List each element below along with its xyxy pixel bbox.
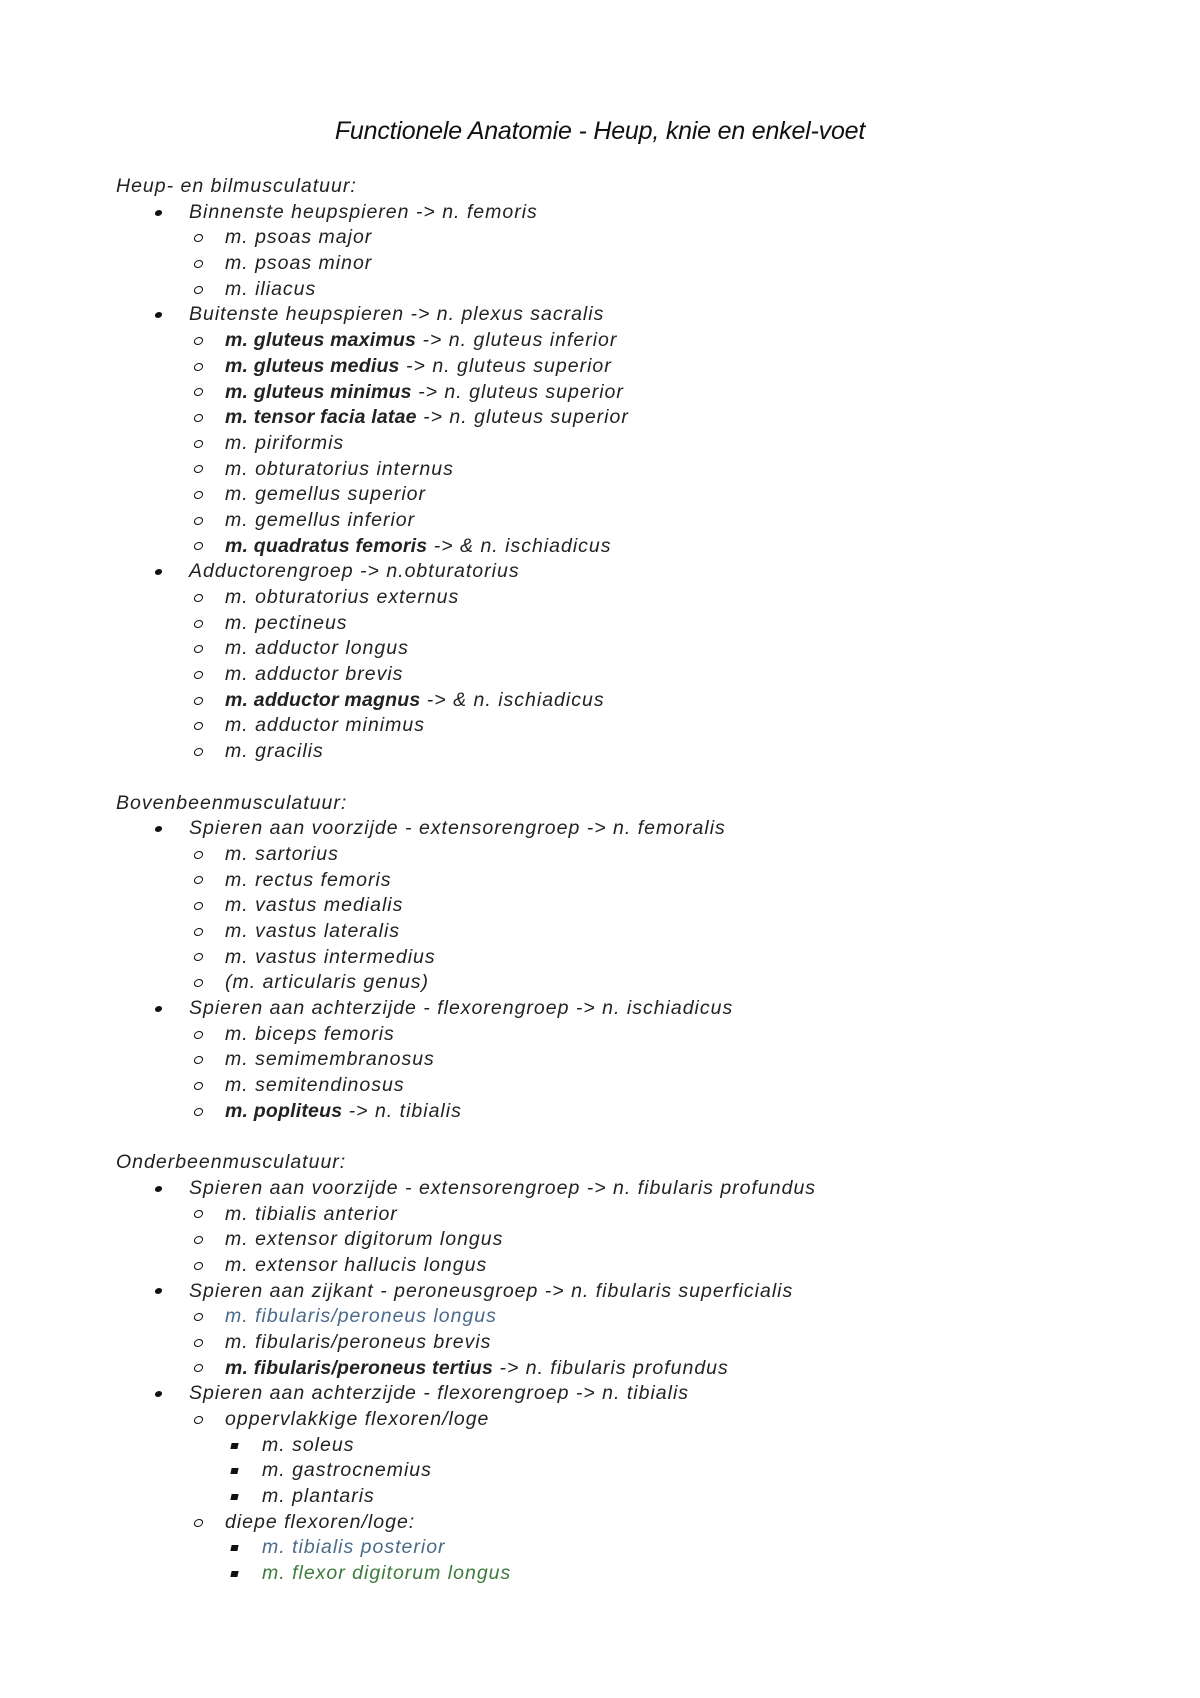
list-item xyxy=(116,611,1156,637)
list-item xyxy=(116,1304,1156,1330)
bullet-circle-shape xyxy=(193,1313,204,1321)
list-item xyxy=(116,431,1156,457)
bullet-circle xyxy=(194,945,203,971)
list-item-text: -> n. gluteus superior xyxy=(411,380,624,403)
bullet-circle xyxy=(194,354,203,380)
bullet-circle xyxy=(194,842,203,868)
list-item-text: m. tibialis posterior xyxy=(262,1536,446,1559)
bullet-circle xyxy=(194,893,203,919)
group-item xyxy=(116,200,1156,226)
muscle-name-bold: m. tensor facia latae xyxy=(225,406,417,429)
section-heading: Bovenbeenmusculatuur: xyxy=(116,791,348,814)
section-heading: Onderbeenmusculatuur: xyxy=(116,1151,347,1174)
bullet-square xyxy=(231,1433,238,1459)
list-item-text: Binnenste heupspieren -> n. femoris xyxy=(189,200,538,223)
bullet-circle-shape xyxy=(193,1262,204,1270)
list-item-text: m. tibialis anterior xyxy=(225,1202,398,1225)
list-item-text: m. fibularis/peroneus brevis xyxy=(225,1330,492,1353)
list-item-text: m. gastrocnemius xyxy=(262,1459,432,1482)
bullet-circle-shape xyxy=(193,388,204,396)
list-item xyxy=(116,945,1156,971)
list-item-text: m. vastus medialis xyxy=(225,894,404,917)
section-spacer xyxy=(116,765,1156,791)
list-item xyxy=(116,970,1156,996)
bullet-circle-shape xyxy=(193,902,204,910)
bullet-disc xyxy=(155,200,162,226)
list-item xyxy=(116,1099,1156,1125)
bullet-square xyxy=(231,1561,238,1587)
list-item-text: Spieren aan achterzijde - flexorengroep -> n. tibialis xyxy=(189,1382,690,1405)
bullet-circle-shape xyxy=(193,748,204,756)
bullet-disc xyxy=(155,1176,162,1202)
bullet-circle xyxy=(194,508,203,534)
bullet-disc-shape xyxy=(154,1186,162,1192)
bullet-circle-shape xyxy=(193,260,204,268)
bullet-square-shape xyxy=(230,1443,238,1449)
muscle-name-bold: m. gluteus medius xyxy=(225,354,400,377)
bullet-circle xyxy=(194,585,203,611)
bullet-circle-shape xyxy=(193,851,204,859)
bullet-disc-shape xyxy=(154,826,162,832)
list-item xyxy=(116,225,1156,251)
bullet-circle xyxy=(194,688,203,714)
bullet-square xyxy=(231,1458,238,1484)
bullet-circle xyxy=(194,1073,203,1099)
bullet-circle xyxy=(194,328,203,354)
list-item-text: -> n. gluteus superior xyxy=(399,354,612,377)
list-item xyxy=(116,713,1156,739)
bullet-circle-shape xyxy=(193,414,204,422)
bullet-circle xyxy=(194,1227,203,1253)
list-item xyxy=(116,868,1156,894)
list-item xyxy=(116,482,1156,508)
section-list xyxy=(116,200,1156,765)
list-item-text: (m. articularis genus) xyxy=(225,971,430,994)
bullet-circle xyxy=(194,1304,203,1330)
bullet-circle xyxy=(194,662,203,688)
list-item-text: m. sartorius xyxy=(225,842,339,865)
bullet-circle xyxy=(194,739,203,765)
list-item xyxy=(116,1510,1156,1536)
bullet-circle-shape xyxy=(193,1364,204,1372)
list-item xyxy=(116,1073,1156,1099)
bullet-circle xyxy=(194,380,203,406)
group-item xyxy=(116,816,1156,842)
section-heading: Heup- en bilmusculatuur: xyxy=(116,175,357,197)
bullet-circle xyxy=(194,1356,203,1382)
list-item xyxy=(116,662,1156,688)
bullet-circle xyxy=(194,1330,203,1356)
bullet-circle xyxy=(194,1047,203,1073)
list-item-text: diepe flexoren/loge: xyxy=(225,1510,416,1533)
bullet-circle xyxy=(194,919,203,945)
bullet-circle-shape xyxy=(193,234,204,242)
sub-list-item xyxy=(116,1484,1156,1510)
bullet-circle xyxy=(194,1099,203,1125)
bullet-circle-shape xyxy=(193,465,204,473)
list-item-text: -> & n. ischiadicus xyxy=(420,688,605,711)
list-item-text: m. obturatorius externus xyxy=(225,586,460,608)
group-item xyxy=(116,1176,1156,1202)
bullet-circle xyxy=(194,1022,203,1048)
list-item-text: m. obturatorius internus xyxy=(225,457,454,480)
bullet-square-shape xyxy=(230,1571,238,1577)
bullet-disc xyxy=(155,302,162,328)
list-item-text: m. semitendinosus xyxy=(225,1074,405,1097)
bullet-circle-shape xyxy=(193,440,204,448)
list-item xyxy=(116,1202,1156,1228)
group-item xyxy=(116,302,1156,328)
bullet-disc xyxy=(155,996,162,1022)
list-item xyxy=(116,1330,1156,1356)
bullet-circle xyxy=(194,225,203,251)
bullet-disc xyxy=(155,1381,162,1407)
list-item-text: m. semimembranosus xyxy=(225,1048,435,1071)
bullet-circle-shape xyxy=(193,363,204,371)
bullet-circle xyxy=(194,251,203,277)
list-item-text: m. adductor minimus xyxy=(225,714,425,737)
muscle-name-bold: m. quadratus femoris xyxy=(225,534,428,557)
list-item-text: m. gemellus superior xyxy=(225,483,426,506)
bullet-disc xyxy=(155,816,162,842)
list-item-text: Buitenste heupspieren -> n. plexus sacralis xyxy=(189,303,605,326)
list-item-text: -> & n. ischiadicus xyxy=(427,534,612,557)
bullet-circle-shape xyxy=(193,286,204,294)
list-item-text: m. soleus xyxy=(262,1433,355,1456)
list-item-text: m. vastus lateralis xyxy=(225,919,401,942)
list-item xyxy=(116,251,1156,277)
bullet-circle-shape xyxy=(193,594,204,602)
bullet-circle xyxy=(194,1202,203,1228)
sub-list-item xyxy=(116,1433,1156,1459)
list-item-text: m. psoas major xyxy=(225,226,373,249)
group-item xyxy=(116,559,1156,585)
bullet-circle xyxy=(194,277,203,303)
bullet-circle-shape xyxy=(193,620,204,628)
list-item-text: m. adductor brevis xyxy=(225,663,404,686)
list-item xyxy=(116,354,1156,380)
list-item-text: m. gracilis xyxy=(225,740,324,763)
document-body xyxy=(116,174,1156,1587)
section-spacer xyxy=(116,1124,1156,1150)
group-item xyxy=(116,996,1156,1022)
list-item xyxy=(116,1407,1156,1433)
bullet-disc xyxy=(155,559,162,585)
bullet-circle xyxy=(194,405,203,431)
bullet-circle xyxy=(194,611,203,637)
bullet-circle-shape xyxy=(193,1236,204,1244)
bullet-circle xyxy=(194,534,203,560)
list-item-text: m. piriformis xyxy=(225,431,345,454)
bullet-circle-shape xyxy=(193,491,204,499)
list-item-text: m. extensor hallucis longus xyxy=(225,1253,488,1276)
sub-list-item xyxy=(116,1535,1156,1561)
bullet-square xyxy=(231,1535,238,1561)
list-item-text: Adductorengroep -> n.obturatorius xyxy=(189,560,520,583)
list-item xyxy=(116,919,1156,945)
list-item xyxy=(116,688,1156,714)
bullet-circle-shape xyxy=(193,722,204,730)
bullet-square-shape xyxy=(230,1545,238,1551)
list-item xyxy=(116,405,1156,431)
list-item-text: m. gemellus inferior xyxy=(225,508,416,531)
bullet-circle-shape xyxy=(193,979,204,987)
group-item xyxy=(116,1381,1156,1407)
bullet-circle-shape xyxy=(193,1416,204,1424)
bullet-disc-shape xyxy=(154,1006,162,1012)
page-title: Functionele Anatomie - Heup, knie en enkel-voet xyxy=(334,117,866,145)
bullet-circle xyxy=(194,482,203,508)
muscle-name-bold: m. fibularis/peroneus tertius xyxy=(225,1356,494,1379)
bullet-circle-shape xyxy=(193,876,204,884)
list-item xyxy=(116,1022,1156,1048)
list-item-text: m. vastus intermedius xyxy=(225,945,436,968)
list-item xyxy=(116,1253,1156,1279)
list-item-text: Spieren aan achterzijde - flexorengroep -> n. ischiadicus xyxy=(189,997,734,1019)
list-item xyxy=(116,277,1156,303)
bullet-circle-shape xyxy=(193,542,204,550)
section-list xyxy=(116,1176,1156,1587)
sub-list-item xyxy=(116,1561,1156,1587)
bullet-circle xyxy=(194,713,203,739)
muscle-name-bold: m. gluteus maximus xyxy=(225,329,417,352)
bullet-circle xyxy=(194,457,203,483)
list-item-text: Spieren aan voorzijde - extensorengroep -> n. fibularis profundus xyxy=(189,1176,817,1199)
list-item xyxy=(116,1356,1156,1382)
bullet-disc-shape xyxy=(154,569,162,575)
list-item xyxy=(116,636,1156,662)
list-item-text: m. biceps femoris xyxy=(225,1022,395,1045)
list-item-text: m. psoas minor xyxy=(225,252,373,275)
list-item xyxy=(116,457,1156,483)
bullet-circle xyxy=(194,1407,203,1433)
bullet-circle-shape xyxy=(193,671,204,679)
bullet-disc-shape xyxy=(154,210,162,216)
bullet-circle xyxy=(194,970,203,996)
muscle-name-bold: m. adductor magnus xyxy=(225,688,421,711)
list-item xyxy=(116,842,1156,868)
bullet-circle-shape xyxy=(193,1031,204,1039)
list-item xyxy=(116,508,1156,534)
muscle-name-bold: m. gluteus minimus xyxy=(225,380,412,403)
bullet-circle-shape xyxy=(193,1210,204,1218)
bullet-disc-shape xyxy=(154,312,162,318)
bullet-circle xyxy=(194,431,203,457)
sub-list-item xyxy=(116,1458,1156,1484)
group-item xyxy=(116,1279,1156,1305)
list-item xyxy=(116,585,1156,611)
bullet-circle xyxy=(194,868,203,894)
list-item-text: Spieren aan zijkant - peroneusgroep -> n. fibularis superficialis xyxy=(189,1279,794,1302)
muscle-name-bold: m. popliteus xyxy=(225,1099,343,1122)
bullet-circle-shape xyxy=(193,1108,204,1116)
list-item-text: oppervlakkige flexoren/loge xyxy=(225,1408,490,1430)
list-item-text: m. adductor longus xyxy=(225,637,409,660)
bullet-disc xyxy=(155,1279,162,1305)
list-item xyxy=(116,893,1156,919)
bullet-circle-shape xyxy=(193,1519,204,1527)
bullet-circle-shape xyxy=(193,337,204,345)
list-item-text: Spieren aan voorzijde - extensorengroep -> n. femoralis xyxy=(189,817,726,840)
list-item-text: m. pectineus xyxy=(225,611,348,634)
bullet-disc-shape xyxy=(154,1288,162,1294)
bullet-circle-shape xyxy=(193,953,204,961)
bullet-circle-shape xyxy=(193,517,204,525)
bullet-circle xyxy=(194,1253,203,1279)
list-item-text: -> n. tibialis xyxy=(342,1099,462,1122)
list-item-text: m. plantaris xyxy=(262,1485,375,1508)
bullet-circle-shape xyxy=(193,697,204,705)
list-item-text: m. extensor digitorum longus xyxy=(225,1228,504,1251)
bullet-square-shape xyxy=(230,1468,238,1474)
list-item-text: m. rectus femoris xyxy=(225,868,392,891)
list-item xyxy=(116,739,1156,765)
list-item xyxy=(116,1047,1156,1073)
list-item-text: -> n. fibularis profundus xyxy=(493,1356,729,1379)
bullet-circle-shape xyxy=(193,1056,204,1064)
bullet-circle xyxy=(194,1510,203,1536)
list-item xyxy=(116,380,1156,406)
bullet-circle-shape xyxy=(193,1339,204,1347)
section-list xyxy=(116,816,1156,1124)
list-item-text: -> n. gluteus inferior xyxy=(416,329,618,352)
bullet-square-shape xyxy=(230,1494,238,1500)
list-item-text: m. iliacus xyxy=(225,277,317,300)
bullet-circle xyxy=(194,636,203,662)
list-item xyxy=(116,1227,1156,1253)
bullet-square xyxy=(231,1484,238,1510)
list-item-text: -> n. gluteus superior xyxy=(416,406,629,429)
list-item-text: m. fibularis/peroneus longus xyxy=(225,1305,497,1328)
list-item xyxy=(116,328,1156,354)
bullet-circle-shape xyxy=(193,1082,204,1090)
list-item xyxy=(116,534,1156,560)
bullet-disc-shape xyxy=(154,1391,162,1397)
bullet-circle-shape xyxy=(193,928,204,936)
list-item-text: m. flexor digitorum longus xyxy=(262,1562,512,1585)
bullet-circle-shape xyxy=(193,645,204,653)
